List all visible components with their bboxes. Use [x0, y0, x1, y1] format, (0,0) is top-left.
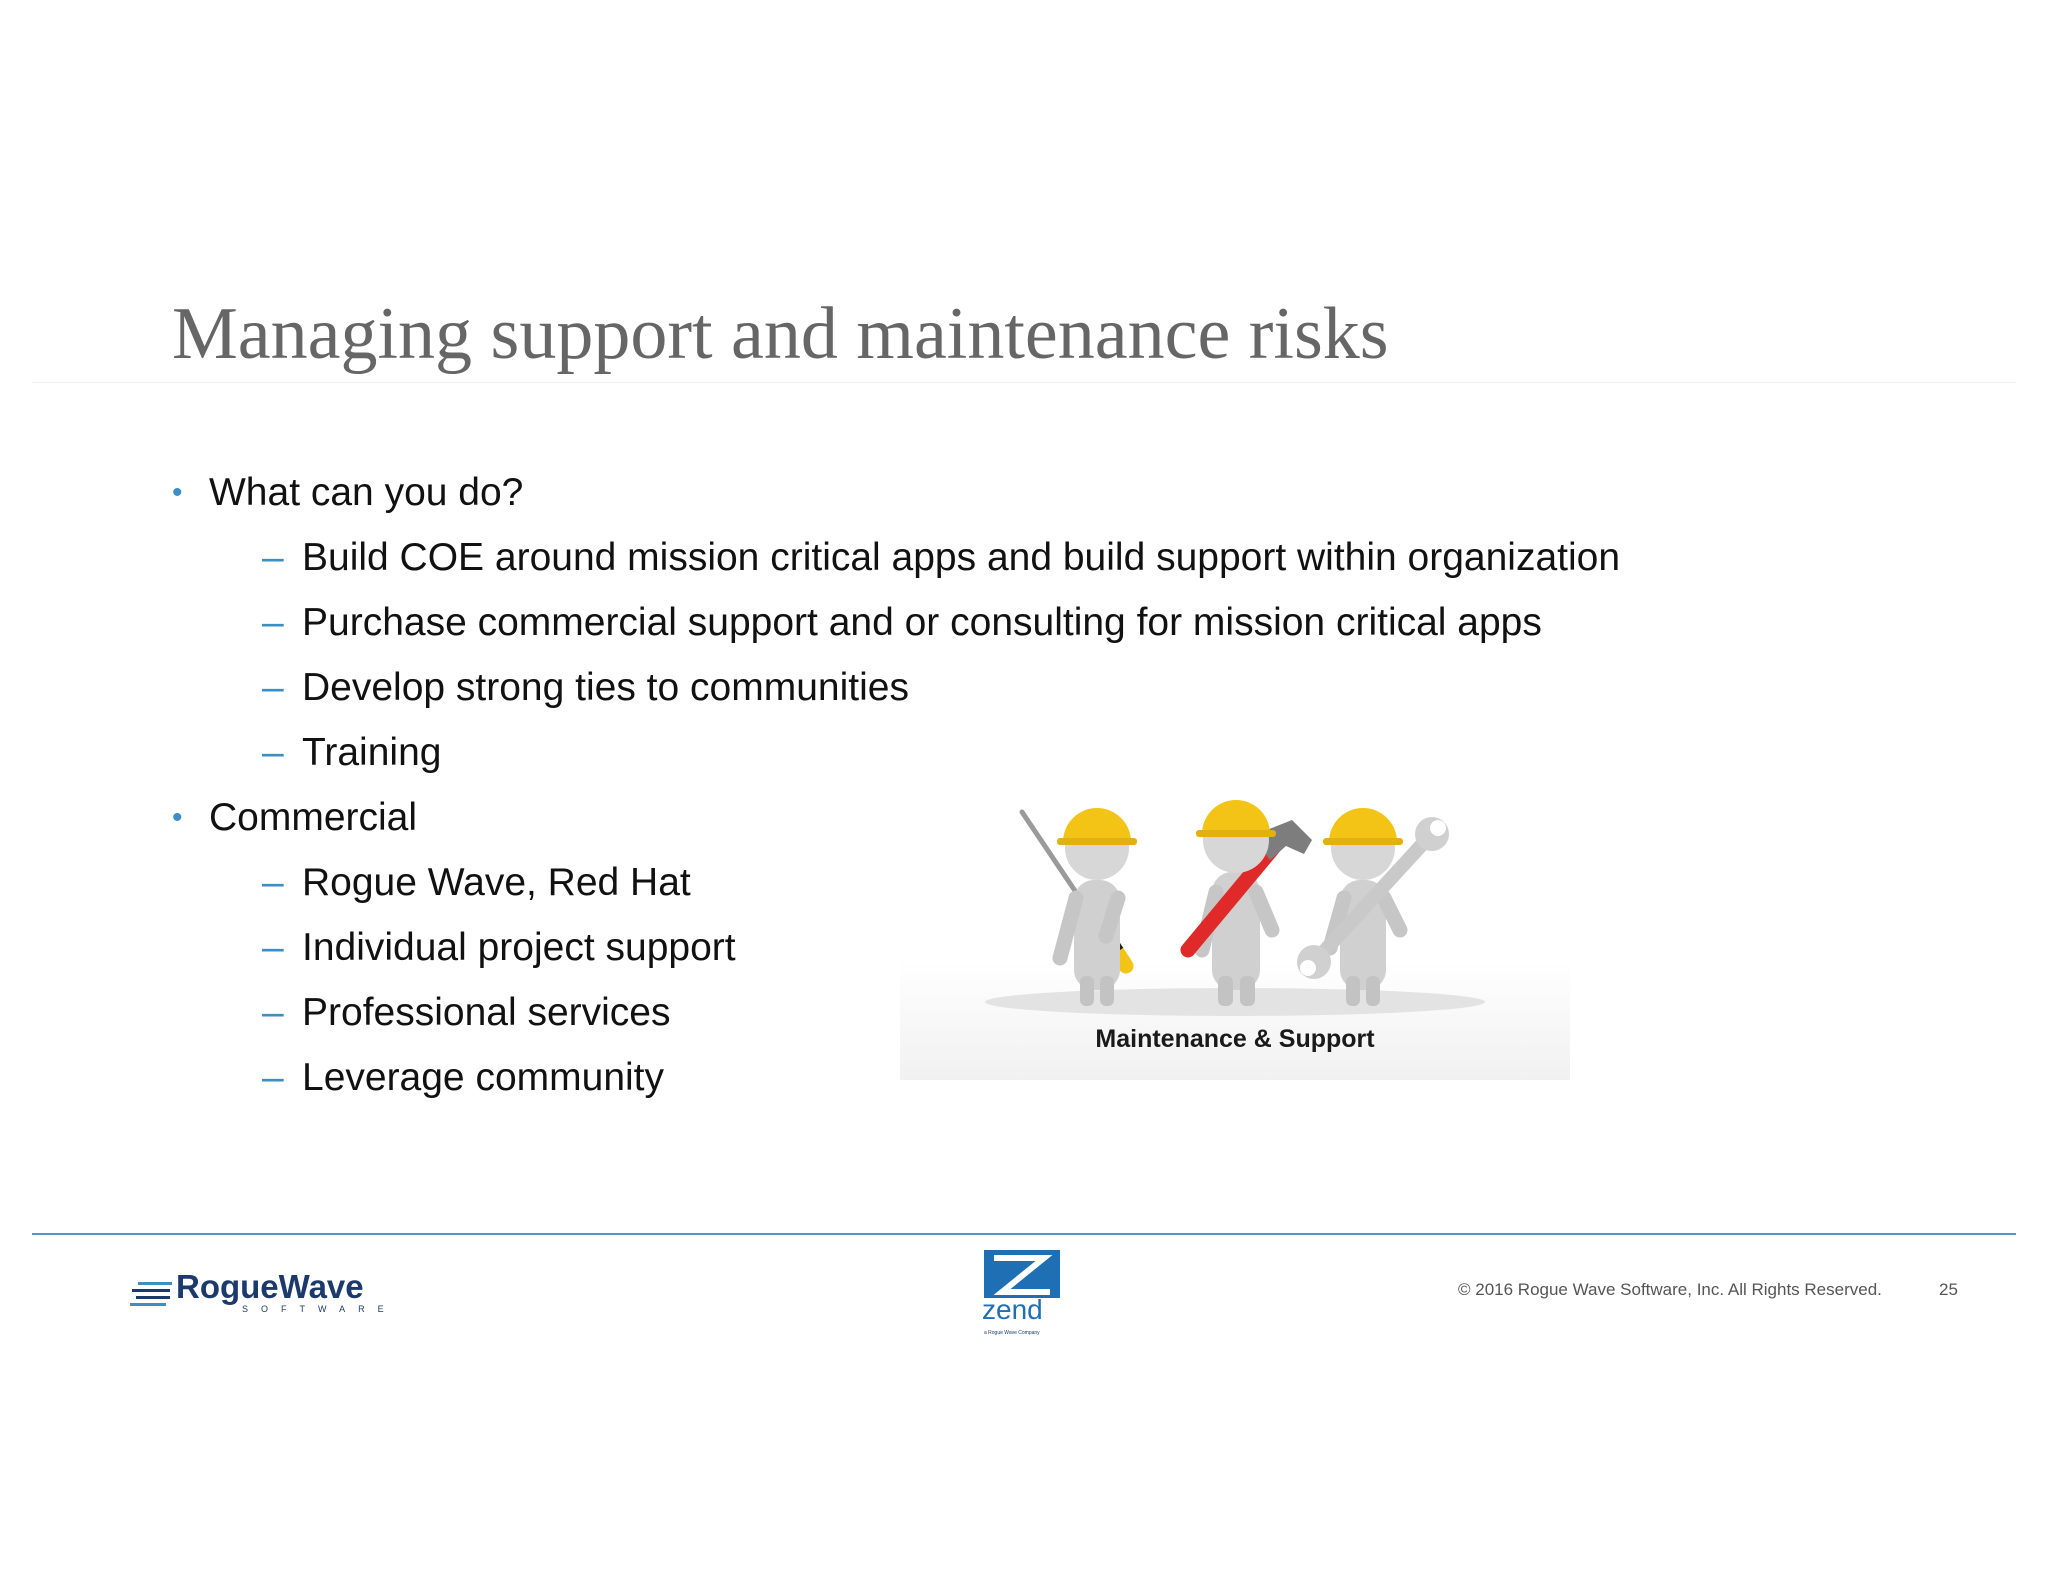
bullet-text: Commercial — [209, 796, 418, 839]
sub-bullet-text: Training — [302, 731, 442, 774]
page-number: 25 — [1939, 1280, 1958, 1299]
sub-bullet-item — [172, 596, 1620, 661]
footer-divider — [32, 1233, 2016, 1235]
sub-bullet-marker: – — [262, 991, 284, 1034]
sub-bullet-marker: – — [262, 666, 284, 709]
bullet-text: What can you do? — [209, 471, 524, 514]
sub-bullet-text: Develop strong ties to communities — [302, 666, 909, 709]
zend-logo — [980, 1250, 1060, 1336]
roguewave-wordmark: RogueWave — [176, 1268, 364, 1305]
worker-with-screwdriver-icon — [1022, 808, 1137, 1006]
zend-tagline: a Rogue Wave Company — [984, 1330, 1040, 1336]
sub-bullet-text: Purchase commercial support and or consulting for mission critical apps — [302, 601, 1542, 644]
sub-bullet-marker: – — [262, 926, 284, 969]
sub-bullet-text: Build COE around mission critical apps and build support within organization — [302, 536, 1621, 579]
roguewave-subtitle: SOFTWARE — [242, 1304, 397, 1314]
worker-with-wrench-icon — [1297, 808, 1449, 1006]
title-divider — [32, 382, 2016, 383]
sub-bullet-text: Rogue Wave, Red Hat — [302, 861, 691, 904]
zend-z-icon — [984, 1250, 1060, 1298]
copyright-notice: © 2016 Rogue Wave Software, Inc. All Rights Reserved. — [1458, 1280, 1882, 1299]
roguewave-logo — [130, 1268, 420, 1318]
workers-artwork — [900, 780, 1570, 1020]
bullet-marker: • — [172, 801, 183, 834]
sub-bullet-marker: – — [262, 731, 284, 774]
bullet-marker: • — [172, 476, 183, 509]
sub-bullet-marker: – — [262, 861, 284, 904]
sub-bullet-marker: – — [262, 536, 284, 579]
sub-bullet-marker: – — [262, 1056, 284, 1099]
sub-bullet-item — [172, 531, 1620, 596]
sub-bullet-text: Leverage community — [302, 1056, 665, 1099]
sub-bullet-text: Professional services — [302, 991, 671, 1034]
slide-title: Managing support and maintenance risks — [172, 293, 1389, 375]
illustration-caption: Maintenance & Support — [1095, 1025, 1375, 1053]
sub-bullet-marker: – — [262, 601, 284, 644]
maintenance-support-illustration — [900, 780, 1570, 1080]
sub-bullet-item — [172, 661, 1620, 726]
sub-bullet-text: Individual project support — [302, 926, 736, 969]
zend-wordmark: zend — [982, 1294, 1043, 1325]
bullet-item-what-can-you-do — [172, 466, 1620, 531]
roguewave-lines-icon — [130, 1280, 172, 1308]
worker-with-hammer-icon — [1188, 800, 1312, 1006]
